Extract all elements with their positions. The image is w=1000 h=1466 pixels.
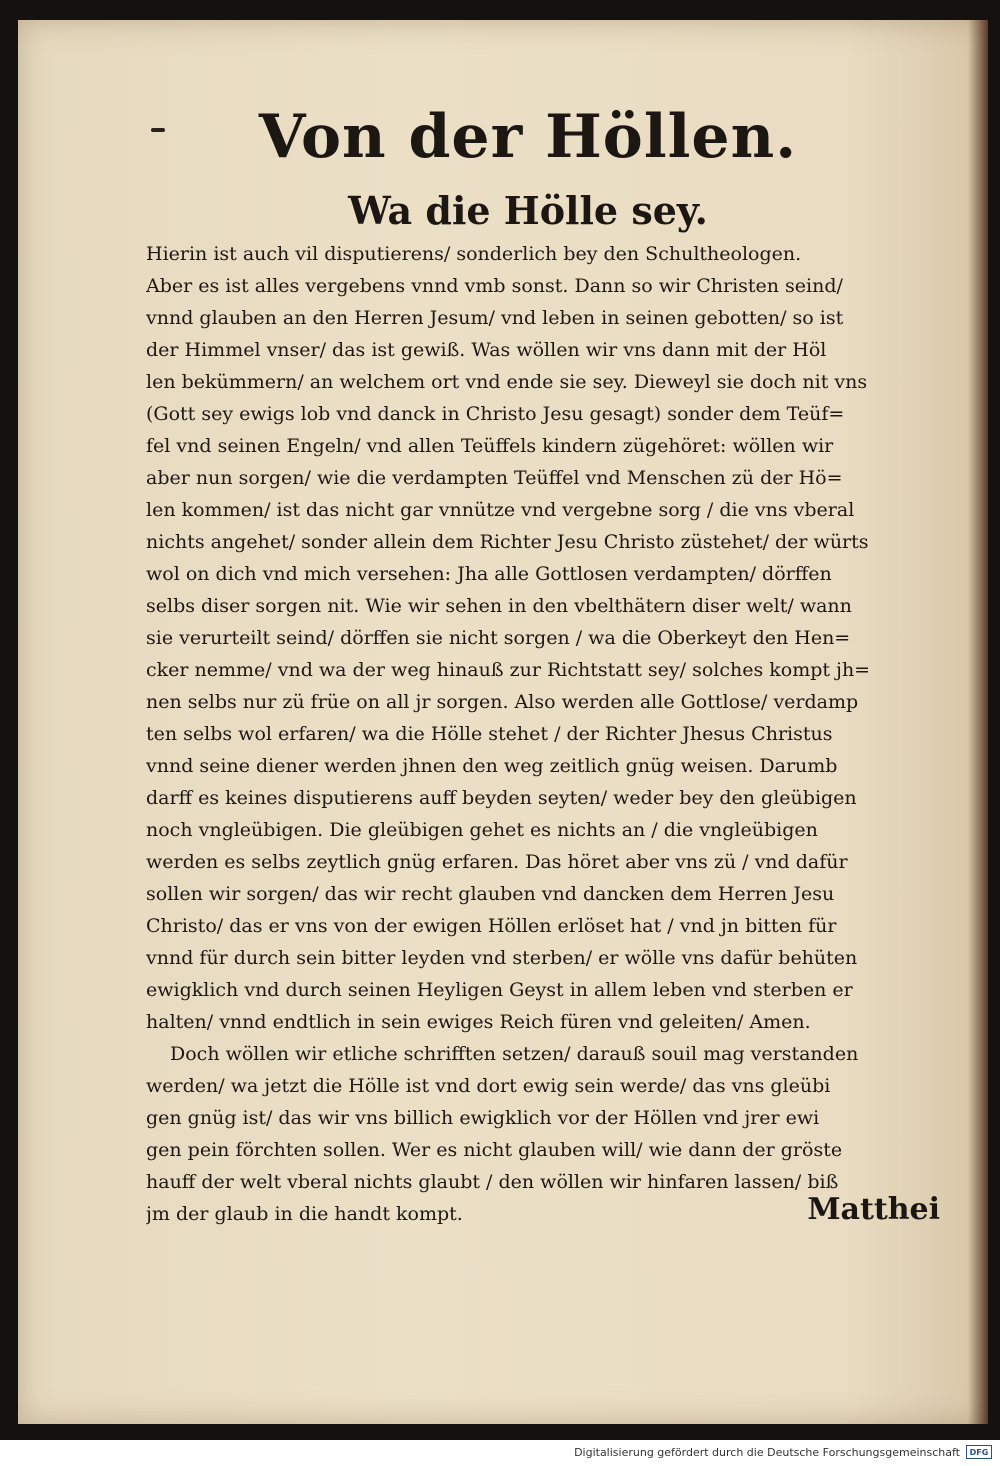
page-title: Von der Höllen. bbox=[258, 102, 798, 172]
text-line: werden es selbs zeytlich gnüg erfaren. Das höret aber vns zü / vnd dafür bbox=[146, 851, 848, 873]
text-line: halten/ vnnd endtlich in sein ewiges Reich füren vnd geleiten/ Amen. bbox=[146, 1011, 811, 1033]
body-text bbox=[146, 238, 976, 1230]
footer-bar bbox=[0, 1440, 1000, 1466]
text-line: gen pein förchten sollen. Wer es nicht glauben will/ wie dann der gröste bbox=[146, 1139, 843, 1161]
text-line: Aber es ist alles vergebens vnnd vmb sonst. Dann so wir Christen seind/ bbox=[146, 275, 843, 297]
catchword: Matthei bbox=[807, 1192, 940, 1227]
text-line: wol on dich vnd mich versehen: Jha alle Gottlosen verdampten/ dörffen bbox=[146, 563, 832, 585]
text-line: aber nun sorgen/ wie die verdampten Teüffel vnd Menschen zü der Hö= bbox=[146, 467, 843, 489]
text-line: (Gott sey ewigs lob vnd danck in Christo Jesu gesagt) sonder dem Teüf= bbox=[146, 403, 845, 425]
text-line: len bekümmern/ an welchem ort vnd ende sie sey. Dieweyl sie doch nit vns bbox=[146, 371, 868, 393]
text-line: jm der glaub in die handt kompt. bbox=[146, 1203, 463, 1225]
text-line: ewigklich vnd durch seinen Heyligen Geyst in allem leben vnd sterben er bbox=[146, 979, 853, 1001]
text-line: noch vngleübigen. Die gleübigen gehet es nichts an / die vngleübigen bbox=[146, 819, 818, 841]
text-line: vnnd glauben an den Herren Jesum/ vnd leben in seinen gebotten/ so ist bbox=[146, 307, 844, 329]
paragraph-1 bbox=[146, 238, 976, 1038]
text-line: sie verurteilt seind/ dörffen sie nicht sorgen / wa die Oberkeyt den Hen= bbox=[146, 627, 851, 649]
text-line: vnnd für durch sein bitter leyden vnd sterben/ er wölle vns dafür behüten bbox=[146, 947, 858, 969]
text-line: hauff der welt vberal nichts glaubt / den wöllen wir hinfaren lassen/ biß bbox=[146, 1171, 839, 1193]
text-line: vnnd seine diener werden jhnen den weg zeitlich gnüg weisen. Darumb bbox=[146, 755, 838, 777]
text-line: ten selbs wol erfaren/ wa die Hölle stehet / der Richter Jhesus Christus bbox=[146, 723, 833, 745]
text-line: der Himmel vnser/ das ist gewiß. Was wöllen wir vns dann mit der Höl bbox=[146, 339, 827, 361]
dfg-logo: DFG bbox=[966, 1445, 992, 1459]
text-line: Hierin ist auch vil disputierens/ sonderlich bey den Schultheologen. bbox=[146, 243, 802, 265]
text-line: selbs diser sorgen nit. Wie wir sehen in den vbelthätern diser welt/ wann bbox=[146, 595, 852, 617]
funding-credit: Digitalisierung gefördert durch die Deutsche Forschungsgemeinschaft bbox=[574, 1446, 960, 1459]
section-heading: Wa die Hölle sey. bbox=[348, 188, 708, 233]
text-line: nichts angehet/ sonder allein dem Richter Jesu Christo züstehet/ der würts bbox=[146, 531, 869, 553]
text-line: Christo/ das er vns von der ewigen Höllen erlöset hat / vnd jn bitten für bbox=[146, 915, 837, 937]
text-line: len kommen/ ist das nicht gar vnnütze vnd vergebne sorg / die vns vberal bbox=[146, 499, 855, 521]
text-line: Doch wöllen wir etliche schrifften setzen/ darauß souil mag verstanden bbox=[170, 1043, 859, 1065]
text-line: fel vnd seinen Engeln/ vnd allen Teüffels kindern zügehöret: wöllen wir bbox=[146, 435, 834, 457]
book-page bbox=[18, 20, 988, 1424]
text-line: cker nemme/ vnd wa der weg hinauß zur Richtstatt sey/ solches kompt jh= bbox=[146, 659, 871, 681]
text-line: gen gnüg ist/ das wir vns billich ewigklich vor der Höllen vnd jrer ewi bbox=[146, 1107, 820, 1129]
text-line: darff es keines disputierens auff beyden seyten/ weder bey den gleübigen bbox=[146, 787, 857, 809]
text-line: nen selbs nur zü früe on all jr sorgen. Also werden alle Gottlose/ verdamp bbox=[146, 691, 859, 713]
text-line: werden/ wa jetzt die Hölle ist vnd dort ewig sein werde/ das vns gleübi bbox=[146, 1075, 831, 1097]
text-line: sollen wir sorgen/ das wir recht glauben vnd dancken dem Herren Jesu bbox=[146, 883, 835, 905]
